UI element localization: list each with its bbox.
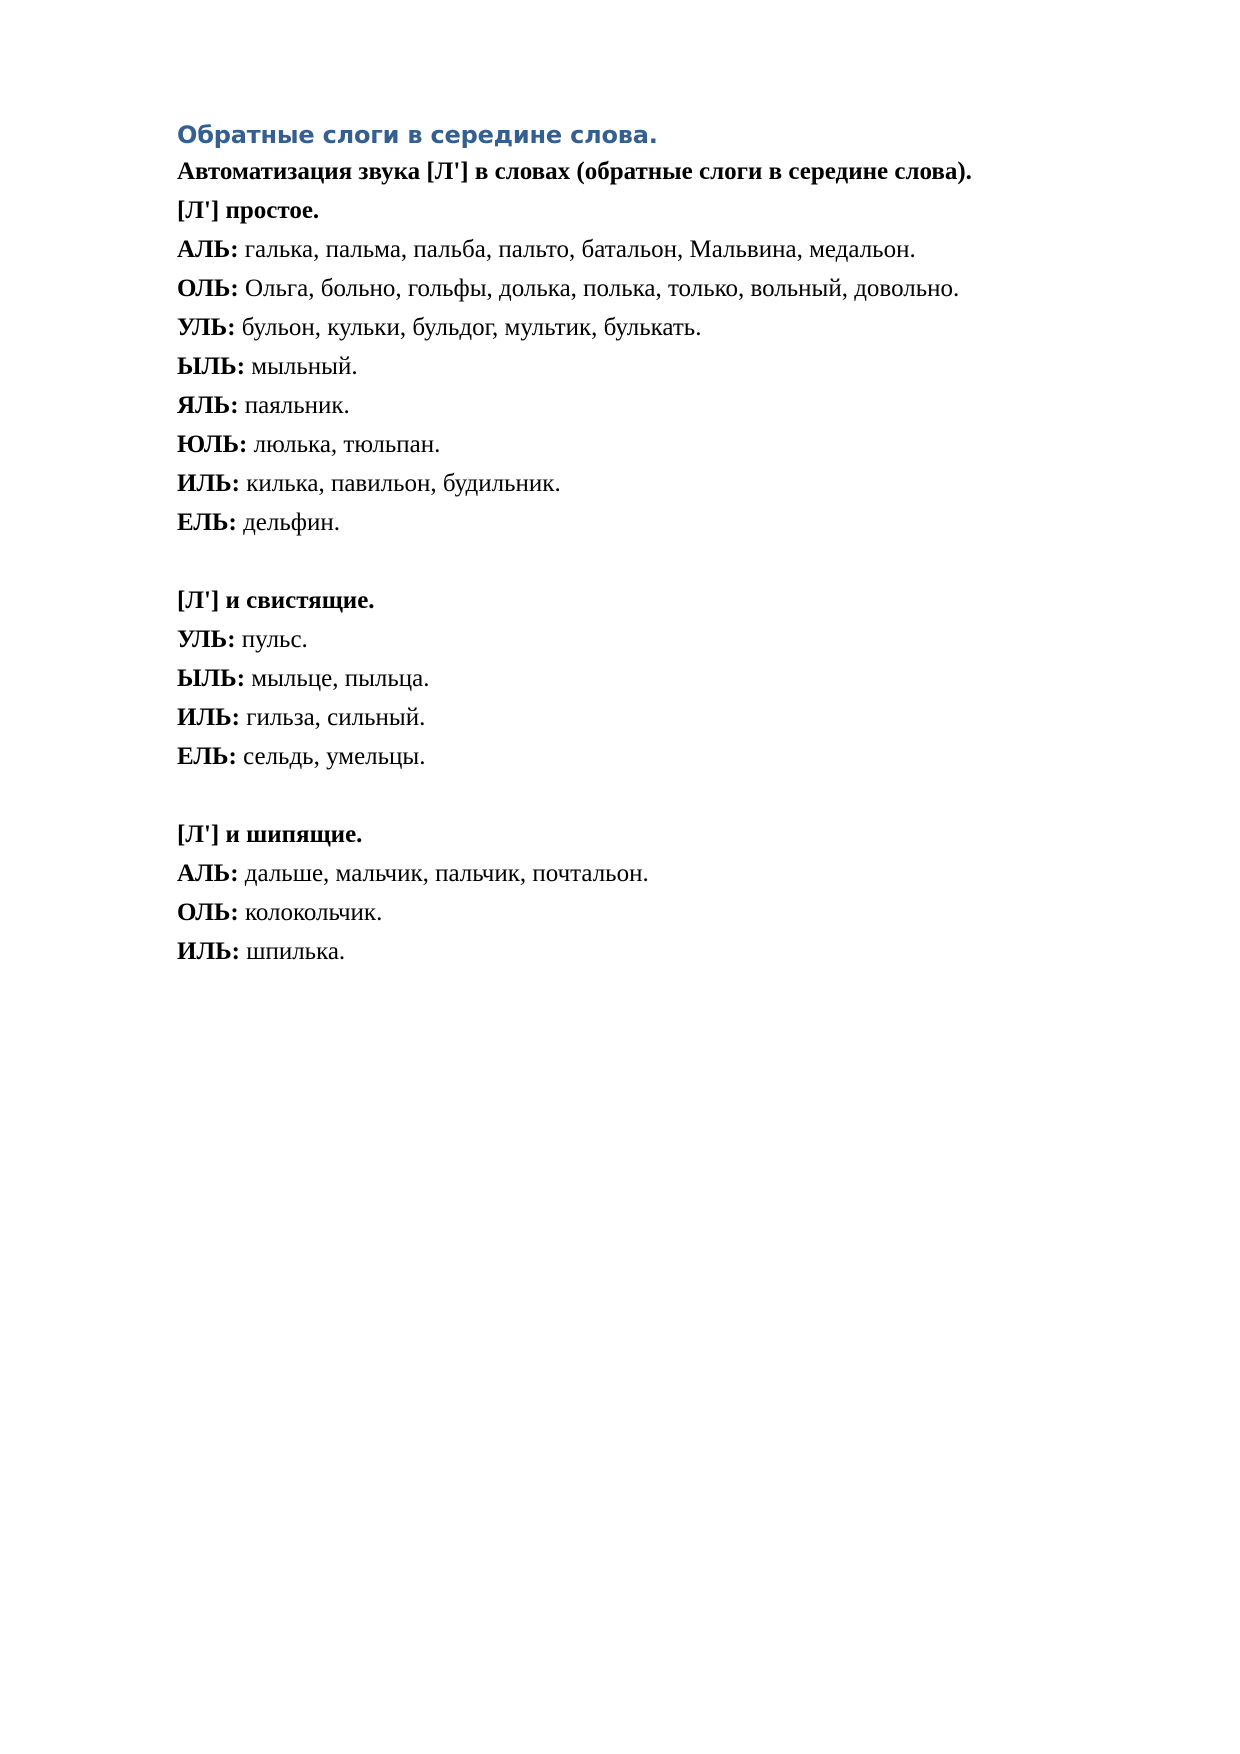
- syllable-label: ЕЛЬ:: [177, 743, 237, 770]
- word-list: шпилька.: [246, 938, 346, 965]
- document-subtitle: Автоматизация звука [Л'] в словах (обратные слоги в середине слова).: [177, 158, 972, 185]
- word-list: Ольга, больно, гольфы, долька, полька, только, вольный, довольно.: [244, 275, 960, 302]
- word-list: мыльный.: [251, 353, 358, 380]
- word-list: паяльник.: [244, 392, 350, 419]
- syllable-label: ЫЛЬ:: [177, 665, 246, 692]
- word-row: [177, 698, 1137, 737]
- word-row: [177, 503, 1137, 542]
- syllable-label: ИЛЬ:: [177, 470, 240, 497]
- word-row: [177, 269, 1137, 308]
- syllable-label: ОЛЬ:: [177, 275, 239, 302]
- syllable-label: ЯЛЬ:: [177, 392, 239, 419]
- syllable-label: УЛЬ:: [177, 626, 236, 653]
- syllable-label: ИЛЬ:: [177, 704, 240, 731]
- section-spacer: [177, 542, 1137, 581]
- syllable-label: АЛЬ:: [177, 236, 239, 263]
- syllable-label: ИЛЬ:: [177, 938, 240, 965]
- syllable-label: ОЛЬ:: [177, 899, 239, 926]
- syllable-label: ЫЛЬ:: [177, 353, 246, 380]
- word-row: [177, 347, 1137, 386]
- word-list: дальше, мальчик, пальчик, почтальон.: [244, 860, 649, 887]
- syllable-label: ЮЛЬ:: [177, 431, 248, 458]
- document-title: Обратные слоги в середине слова.: [177, 121, 658, 149]
- section-heading-simple: [Л'] простое.: [177, 197, 320, 224]
- section-heading-hissing: [Л'] и шипящие.: [177, 821, 363, 848]
- syllable-label: АЛЬ:: [177, 860, 239, 887]
- word-row: [177, 932, 1137, 971]
- word-row: [177, 386, 1137, 425]
- word-list: дельфин.: [243, 509, 340, 536]
- syllable-label: ЕЛЬ:: [177, 509, 237, 536]
- word-list: люлька, тюльпан.: [253, 431, 441, 458]
- syllable-label: УЛЬ:: [177, 314, 236, 341]
- word-row: [177, 620, 1137, 659]
- word-list: сельдь, умельцы.: [243, 743, 426, 770]
- word-list: гильза, сильный.: [246, 704, 426, 731]
- word-row: [177, 308, 1137, 347]
- word-row: [177, 659, 1137, 698]
- word-row: [177, 893, 1137, 932]
- word-row: [177, 425, 1137, 464]
- section-spacer: [177, 776, 1137, 815]
- word-list: галька, пальма, пальба, пальто, батальон, Мальвина, медальон.: [244, 236, 916, 263]
- word-list: пульс.: [241, 626, 308, 653]
- word-list: бульон, кульки, бульдог, мультик, булькать.: [241, 314, 702, 341]
- word-list: килька, павильон, будильник.: [246, 470, 561, 497]
- word-row: [177, 230, 1137, 269]
- word-list: колокольчик.: [244, 899, 383, 926]
- word-row: [177, 737, 1137, 776]
- section-heading-whistling: [Л'] и свистящие.: [177, 587, 375, 614]
- word-list: мыльце, пыльца.: [251, 665, 430, 692]
- word-row: [177, 464, 1137, 503]
- document-page: [177, 117, 1137, 971]
- word-row: [177, 854, 1137, 893]
